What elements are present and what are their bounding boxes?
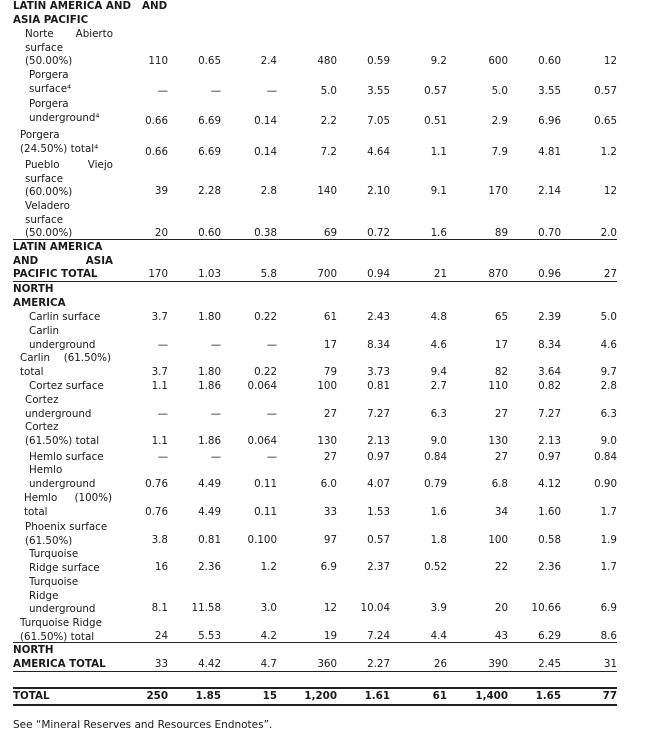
table-row-value: 12 — [603, 185, 617, 197]
table-row-value: 0.52 — [424, 561, 447, 573]
table-row-value: 4.4 — [430, 630, 447, 642]
table-row-value: 33 — [323, 506, 337, 518]
table-row-value: 0.57 — [367, 534, 390, 546]
grand-total-row-value: 1,400 — [475, 690, 508, 702]
row-label: Ridge — [29, 589, 59, 602]
table-row-value: 0.58 — [538, 534, 561, 546]
table-row-value: 0.97 — [538, 451, 561, 463]
table-row-value: 79 — [323, 366, 337, 378]
table-row-value: 170 — [488, 185, 508, 197]
table-row-value: 0.38 — [254, 227, 277, 239]
table-row-value: 7.27 — [367, 408, 390, 420]
table-row-value: 1.80 — [198, 366, 221, 378]
subtotal-row-value: 1.03 — [198, 268, 221, 280]
table-row-value: 7.24 — [367, 630, 390, 642]
grand-total-row-value: 1,200 — [304, 690, 337, 702]
table-row-value: 130 — [488, 435, 508, 447]
table-row-value: 5.0 — [491, 85, 508, 97]
table-row-value: 5.53 — [198, 630, 221, 642]
subtotal-label: AMERICA TOTAL — [13, 657, 106, 670]
table-row-value: 1.8 — [430, 534, 447, 546]
table-row-value: 0.82 — [538, 380, 561, 392]
table-row-value: 12 — [603, 55, 617, 67]
table-row-value: — — [266, 339, 277, 351]
table-row-value: 2.2 — [320, 115, 337, 127]
table-row-value: 110 — [148, 55, 168, 67]
row-label: surface⁴ — [29, 82, 72, 95]
table-row-value: 4.49 — [198, 478, 221, 490]
table-row-value: 130 — [317, 435, 337, 447]
table-row-value: 39 — [154, 185, 168, 197]
table-row-value: 2.4 — [260, 55, 277, 67]
table-row-value: 12 — [323, 602, 337, 614]
table-row-value: 0.14 — [254, 146, 277, 158]
subtotal-row-value: 870 — [488, 268, 508, 280]
table-row-value: 20 — [494, 602, 508, 614]
table-row-value: 8.1 — [151, 602, 168, 614]
table-row-value: 1.1 — [430, 146, 447, 158]
grand-total-row-value: 250 — [146, 690, 168, 702]
row-label: (24.50%) total⁴ — [20, 142, 99, 155]
row-label: surface — [25, 213, 64, 226]
table-row-value: 4.07 — [367, 478, 390, 490]
table-row-value: 2.36 — [538, 561, 561, 573]
table-row-value: 27 — [494, 408, 508, 420]
subtotal-row-value: 21 — [433, 268, 447, 280]
table-row-value: 1.6 — [430, 227, 447, 239]
row-label: Hemlo (100%) — [24, 492, 112, 504]
section-header: AMERICA — [13, 296, 66, 309]
table-row-value: 2.36 — [198, 561, 221, 573]
table-row-value: 2.9 — [491, 115, 508, 127]
table-row-value: 480 — [317, 55, 337, 67]
row-label: Porgera — [29, 69, 69, 81]
table-row-value: 1.53 — [367, 506, 390, 518]
subtotal-label: LATIN AMERICA — [13, 241, 103, 253]
table-row-value: 9.2 — [430, 55, 447, 67]
row-label: Porgera — [20, 129, 60, 141]
table-row-value: 82 — [494, 366, 508, 378]
table-row-value: 4.49 — [198, 506, 221, 518]
table-row-value: 5.0 — [320, 85, 337, 97]
table-row-value: 2.14 — [538, 185, 561, 197]
table-rule — [13, 281, 617, 282]
table-row-value: 2.43 — [367, 311, 390, 323]
table-row-value: 0.59 — [367, 55, 390, 67]
subtotal-label: NORTH — [13, 644, 54, 656]
section-header: AND — [142, 0, 168, 12]
table-row-value: 0.14 — [254, 115, 277, 127]
table-row-value: 34 — [494, 506, 508, 518]
table-row-value: 3.0 — [260, 602, 277, 614]
table-row-value: 0.79 — [424, 478, 447, 490]
table-row-value: 0.65 — [594, 115, 617, 127]
table-row-value: 0.72 — [367, 227, 390, 239]
table-row-value: 3.55 — [538, 85, 561, 97]
table-row-value: 3.7 — [151, 311, 168, 323]
row-label: Hemlo surface — [29, 451, 104, 463]
table-row-value: 7.05 — [367, 115, 390, 127]
table-row-value: 27 — [323, 451, 337, 463]
table-row-value: 140 — [317, 185, 337, 197]
table-row-value: 0.97 — [367, 451, 390, 463]
table-row-value: 1.9 — [600, 534, 617, 546]
table-row-value: 1.60 — [538, 506, 561, 518]
table-row-value: 8.34 — [538, 339, 561, 351]
subtotal-row-value: 31 — [603, 658, 617, 670]
table-row-value: 8.34 — [367, 339, 390, 351]
table-row-value: 9.0 — [600, 435, 617, 447]
table-row-value: 0.84 — [594, 451, 617, 463]
table-row-value: 4.6 — [600, 339, 617, 351]
table-row-value: — — [157, 408, 168, 420]
table-row-value: 0.11 — [254, 506, 277, 518]
table-row-value: 2.10 — [367, 185, 390, 197]
table-row-value: 0.60 — [538, 55, 561, 67]
table-row-value: 7.9 — [491, 146, 508, 158]
row-label: Cortez — [25, 421, 59, 433]
subtotal-row-value: 0.96 — [538, 268, 561, 280]
table-row-value: 89 — [494, 227, 508, 239]
table-row-value: 61 — [323, 311, 337, 323]
row-label: Norte Abierto — [25, 28, 113, 40]
table-row-value: — — [266, 408, 277, 420]
table-rule — [13, 687, 617, 689]
subtotal-label: PACIFIC TOTAL — [13, 268, 98, 281]
section-header: NORTH — [13, 283, 54, 295]
table-row-value: 0.66 — [145, 115, 168, 127]
table-row-value: 3.64 — [538, 366, 561, 378]
table-row-value: 2.7 — [430, 380, 447, 392]
row-label: underground — [25, 407, 92, 420]
table-row-value: 1.1 — [151, 435, 168, 447]
subtotal-row-value: 33 — [154, 658, 168, 670]
row-label: Porgera — [29, 98, 69, 110]
table-row-value: 1.80 — [198, 311, 221, 323]
table-row-value: 9.1 — [430, 185, 447, 197]
table-row-value: 0.65 — [198, 55, 221, 67]
table-row-value: 69 — [323, 227, 337, 239]
table-row-value: 16 — [154, 561, 168, 573]
table-row-value: 0.064 — [247, 380, 277, 392]
table-row-value: 3.7 — [151, 366, 168, 378]
table-row-value: — — [210, 85, 221, 97]
subtotal-row-value: 170 — [148, 268, 168, 280]
table-row-value: 2.37 — [367, 561, 390, 573]
table-row-value: 100 — [488, 534, 508, 546]
table-row-value: 3.8 — [151, 534, 168, 546]
grand-total-row-value: 15 — [262, 690, 277, 702]
row-label: surface — [25, 172, 64, 185]
grand-total-row-value: 1.65 — [535, 690, 561, 702]
subtotal-row-value: 700 — [317, 268, 337, 280]
row-label: Phoenix surface — [25, 521, 108, 533]
table-row-value: 3.9 — [430, 602, 447, 614]
table-row-value: 6.69 — [198, 115, 221, 127]
table-row-value: 6.69 — [198, 146, 221, 158]
table-row-value: 6.3 — [600, 408, 617, 420]
row-label: (50.00%) — [25, 227, 73, 240]
row-label: Veladero — [25, 200, 70, 212]
row-label: Cortez surface — [29, 380, 104, 392]
table-row-value: 1.7 — [600, 506, 617, 518]
table-row-value: 110 — [488, 380, 508, 392]
subtotal-row-value: 4.42 — [198, 658, 221, 670]
row-label: Carlin (61.50%) — [20, 352, 111, 364]
table-row-value: 0.81 — [367, 380, 390, 392]
table-row-value: 9.4 — [430, 366, 447, 378]
table-row-value: — — [157, 339, 168, 351]
table-row-value: — — [210, 339, 221, 351]
table-row-value: 600 — [488, 55, 508, 67]
row-label: underground — [29, 603, 96, 616]
table-row-value: 3.73 — [367, 366, 390, 378]
row-label: Ridge surface — [29, 561, 100, 574]
table-row-value: 27 — [323, 408, 337, 420]
table-row-value: 6.8 — [491, 478, 508, 490]
table-row-value: 24 — [154, 630, 168, 642]
row-label: Turquoise Ridge — [20, 617, 102, 629]
table-row-value: — — [266, 85, 277, 97]
row-label: (50.00%) — [25, 55, 73, 68]
table-row-value: 0.51 — [424, 115, 447, 127]
table-row-value: 0.90 — [594, 478, 617, 490]
table-rule — [13, 704, 617, 706]
row-label: Carlin surface — [29, 311, 101, 323]
table-row-value: 6.0 — [320, 478, 337, 490]
table-row-value: 6.9 — [320, 561, 337, 573]
table-rule — [13, 642, 617, 643]
section-header: ASIA PACIFIC — [13, 13, 89, 26]
table-row-value: 0.22 — [254, 366, 277, 378]
table-row-value: — — [210, 408, 221, 420]
subtotal-row-value: 390 — [488, 658, 508, 670]
table-row-value: 2.8 — [260, 185, 277, 197]
table-row-value: 9.0 — [430, 435, 447, 447]
table-row-value: 1.86 — [198, 380, 221, 392]
table-row-value: 0.76 — [145, 478, 168, 490]
grand-total-label: TOTAL — [13, 690, 50, 702]
subtotal-row-value: 360 — [317, 658, 337, 670]
table-row-value: 6.96 — [538, 115, 561, 127]
subtotal-row-value: 5.8 — [260, 268, 277, 280]
table-row-value: 1.86 — [198, 435, 221, 447]
row-label: surface — [25, 41, 64, 54]
table-row-value: 6.3 — [430, 408, 447, 420]
table-row-value: 6.9 — [600, 602, 617, 614]
table-row-value: 20 — [154, 227, 168, 239]
table-rule — [13, 671, 617, 672]
grand-total-row-value: 1.61 — [364, 690, 390, 702]
subtotal-row-value: 26 — [433, 658, 447, 670]
table-row-value: 11.58 — [191, 602, 221, 614]
row-label: Hemlo — [29, 464, 63, 476]
subtotal-row-value: 4.7 — [260, 658, 277, 670]
table-row-value: 100 — [317, 380, 337, 392]
row-label: underground — [29, 338, 96, 351]
table-row-value: 0.81 — [198, 534, 221, 546]
table-row-value: 1.7 — [600, 561, 617, 573]
subtotal-row-value: 2.27 — [367, 658, 390, 670]
row-label: Turquoise — [29, 548, 79, 560]
row-label: Turquoise — [29, 576, 79, 588]
row-label: Cortez — [25, 394, 59, 406]
table-row-value: 65 — [494, 311, 508, 323]
table-row-value: 3.55 — [367, 85, 390, 97]
table-row-value: 2.8 — [600, 380, 617, 392]
table-row-value: 9.7 — [600, 366, 617, 378]
table-row-value: 10.66 — [531, 602, 561, 614]
row-label: underground⁴ — [29, 111, 100, 124]
table-row-value: 2.0 — [600, 227, 617, 239]
table-row-value: 0.84 — [424, 451, 447, 463]
footnote: See “Mineral Reserves and Resources Endnotes”. — [13, 719, 273, 731]
table-row-value: 0.100 — [247, 534, 277, 546]
table-row-value: 19 — [323, 630, 337, 642]
table-row-value: 4.8 — [430, 311, 447, 323]
table-row-value: 0.57 — [594, 85, 617, 97]
row-label: (61.50%) — [25, 534, 73, 547]
row-label: (61.50%) total — [25, 434, 100, 447]
table-row-value: 0.66 — [145, 146, 168, 158]
row-label: Pueblo Viejo — [25, 159, 113, 171]
table-row-value: 4.81 — [538, 146, 561, 158]
table-row-value: 2.28 — [198, 185, 221, 197]
row-label: total — [24, 505, 48, 518]
table-row-value: 0.064 — [247, 435, 277, 447]
table-row-value: 43 — [494, 630, 508, 642]
grand-total-row-value: 77 — [602, 690, 617, 702]
table-row-value: 0.70 — [538, 227, 561, 239]
subtotal-row-value: 0.94 — [367, 268, 390, 280]
table-row-value: 2.39 — [538, 311, 561, 323]
table-row-value: 17 — [494, 339, 508, 351]
table-row-value: 0.57 — [424, 85, 447, 97]
table-row-value: 7.27 — [538, 408, 561, 420]
table-row-value: 7.2 — [320, 146, 337, 158]
section-header: LATIN AMERICA AND — [13, 0, 132, 12]
table-row-value: 1.2 — [260, 561, 277, 573]
table-row-value: 1.6 — [430, 506, 447, 518]
table-row-value: 1.2 — [600, 146, 617, 158]
grand-total-row-value: 1.85 — [195, 690, 221, 702]
table-row-value: 0.11 — [254, 478, 277, 490]
row-label: (60.00%) — [25, 186, 73, 199]
subtotal-label: AND ASIA — [13, 254, 113, 267]
table-row-value: 17 — [323, 339, 337, 351]
row-label: Carlin — [29, 325, 59, 337]
table-rule — [13, 239, 617, 240]
subtotal-row-value: 2.45 — [538, 658, 561, 670]
table-row-value: 97 — [323, 534, 337, 546]
grand-total-row-value: 61 — [432, 690, 447, 702]
table-row-value: 2.13 — [538, 435, 561, 447]
table-row-value: 22 — [494, 561, 508, 573]
table-row-value: 4.12 — [538, 478, 561, 490]
table-row-value: 0.76 — [145, 506, 168, 518]
table-row-value: 4.6 — [430, 339, 447, 351]
table-row-value: 5.0 — [600, 311, 617, 323]
row-label: underground — [29, 477, 96, 490]
table-row-value: — — [210, 451, 221, 463]
table-row-value: 8.6 — [600, 630, 617, 642]
table-row-value: 10.04 — [360, 602, 390, 614]
table-row-value: 0.22 — [254, 311, 277, 323]
table-row-value: 4.64 — [367, 146, 390, 158]
table-row-value: — — [157, 451, 168, 463]
subtotal-row-value: 27 — [603, 268, 617, 280]
table-row-value: 27 — [494, 451, 508, 463]
table-row-value: 1.1 — [151, 380, 168, 392]
table-row-value: 0.60 — [198, 227, 221, 239]
table-row-value: — — [157, 85, 168, 97]
row-label: total — [20, 365, 44, 378]
table-row-value: — — [266, 451, 277, 463]
table-row-value: 4.2 — [260, 630, 277, 642]
table-row-value: 2.13 — [367, 435, 390, 447]
row-label: (61.50%) total — [20, 630, 95, 643]
table-row-value: 6.29 — [538, 630, 561, 642]
